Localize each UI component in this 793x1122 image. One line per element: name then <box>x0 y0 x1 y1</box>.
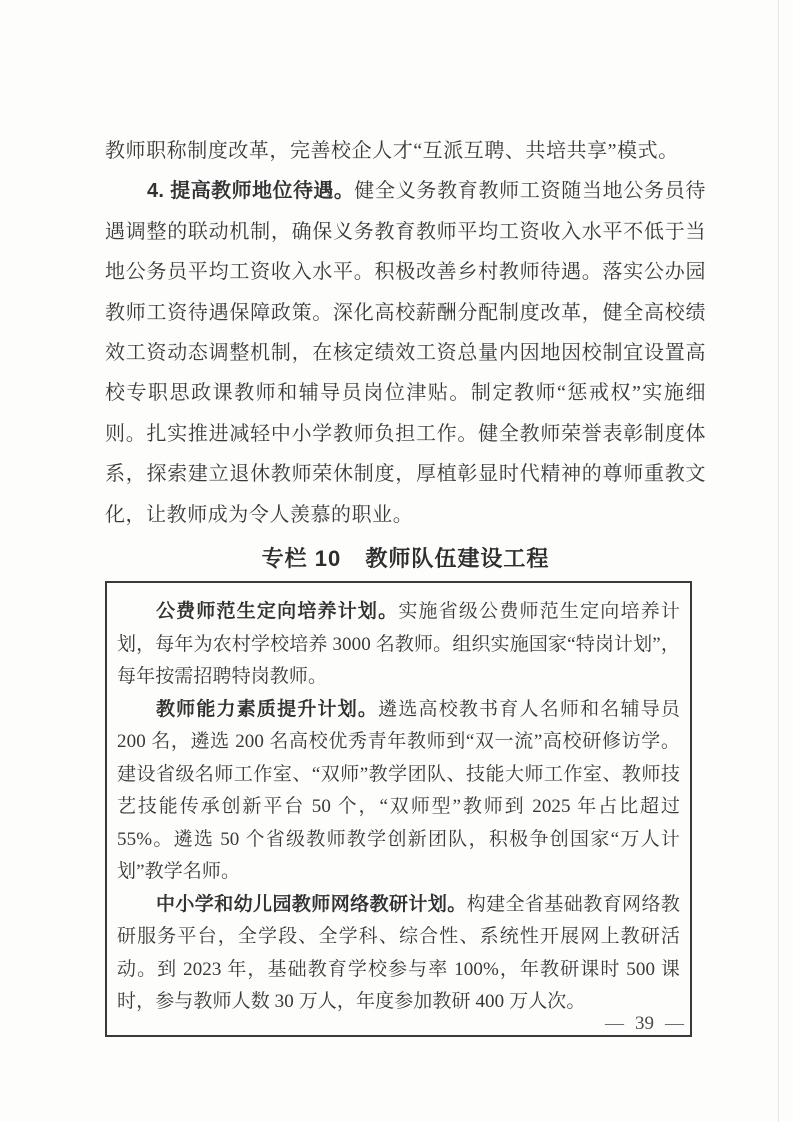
paragraph-continuation-text: 教师职称制度改革，完善校企人才“互派互聘、共培共享”模式。 <box>105 140 679 162</box>
page-number-dash-right: — <box>665 1013 684 1034</box>
paragraph-item-4 <box>105 171 706 535</box>
box-paragraph-2 <box>117 694 680 889</box>
paragraph-item-4-lead: 4. 提高教师地位待遇。 <box>147 180 355 203</box>
box-paragraph-3-text: 构建全省基础教育网络教研服务平台，全学段、全学科、综合性、系统性开展网上教研活动。到 2023 年，基础教育学校参与率 100%，年教研课时 500 课时，参与教师人数 30 万人，年度参加教研 400 万人次。 <box>117 893 680 1013</box>
box-paragraph-1-text: 实施省级公费师范生定向培养计划，每年为农村学校培养 3000 名教师。组织实施国家“特岗计划”，每年按需招聘特岗教师。 <box>117 601 681 688</box>
column-box-heading-label: 专栏 10 <box>261 546 342 572</box>
box-paragraph-2-title: 教师能力素质提升计划。 <box>155 698 379 720</box>
box-paragraph-2-text: 遴选高校教书育人名师和名辅导员 200 名，遴选 200 名高校优秀青年教师到“双一流”高校研修访学。建设省级名师工作室、“双师”教学团队、技能大师工作室、教师技艺技能传承创新平台 50 个，“双师型”教师到 2025 年占比超过 55%。遴选 50 个省级教师教学创新团队，积极争创国家“万人计划”教学名师。 <box>117 698 680 883</box>
scan-edge-artifact <box>778 0 779 1122</box>
column-box-heading-title: 教师队伍建设工程 <box>365 546 550 572</box>
page-content <box>105 131 706 1037</box>
paragraph-item-4-text: 健全义务教育教师工资随当地公务员待遇调整的联动机制，确保义务教育教师平均工资收入水平不低于当地公务员平均工资收入水平。积极改善乡村教师待遇。落实公办园教师工资待遇保障政策。深化高校薪酬分配制度改革，健全高校绩效工资动态调整机制，在核定绩效工资总量内因地因校制宜设置高校专职思政课教师和辅导员岗位津贴。制定教师“惩戒权”实施细则。扎实推进减轻中小学教师负担工作。健全教师荣誉表彰制度体系，探索建立退休教师荣休制度，厚植彰显时代精神的尊师重教文化，让教师成为令人羡慕的职业。 <box>105 180 706 526</box>
paragraph-continuation <box>105 131 706 171</box>
page-number <box>605 1013 684 1035</box>
column-box <box>105 581 692 1037</box>
box-paragraph-3-title: 中小学和幼儿园教师网络教研计划。 <box>155 893 467 915</box>
page-number-dash-left: — <box>605 1013 624 1034</box>
box-paragraph-3 <box>117 889 680 1019</box>
page-number-value: 39 <box>635 1013 654 1034</box>
box-paragraph-1-title: 公费师范生定向培养计划。 <box>155 601 399 623</box>
box-paragraph-1 <box>117 596 680 694</box>
column-box-heading <box>105 544 706 574</box>
